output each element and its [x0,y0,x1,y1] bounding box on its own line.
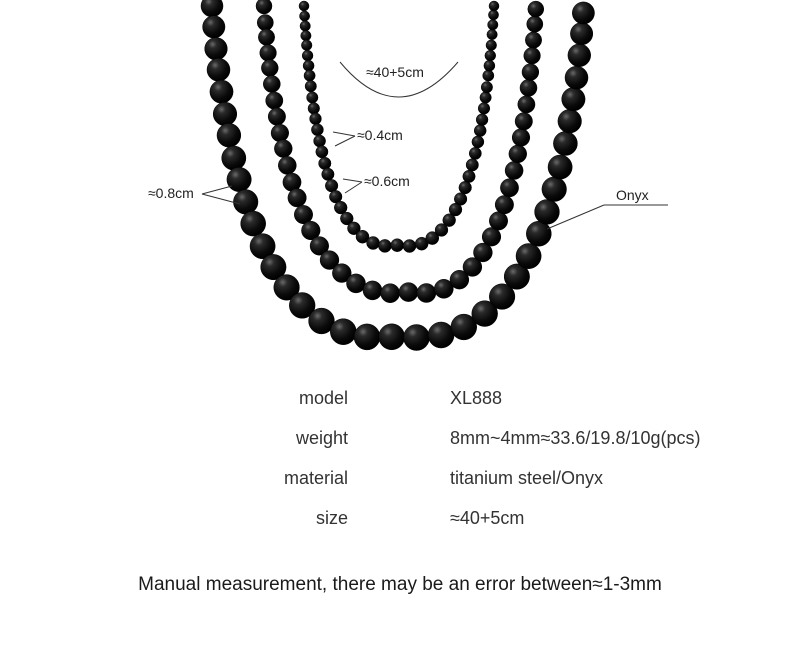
onyx-bead [403,240,416,253]
onyx-bead [203,16,225,38]
medium-bead-pointer [345,182,362,193]
onyx-bead [528,1,544,17]
onyx-bead [512,129,530,147]
onyx-bead [319,157,331,169]
onyx-bead [488,20,498,30]
onyx-bead [489,212,507,230]
onyx-bead [222,146,246,170]
onyx-bead [484,60,495,71]
necklace-strand-medium [256,0,544,303]
onyx-bead [572,2,594,24]
onyx-bead [268,108,285,125]
spec-value: 8mm~4mm≈33.6/19.8/10g(pcs) [450,428,701,448]
spec-label: model [298,388,348,408]
onyx-bead [553,132,577,156]
onyx-bead [217,123,241,147]
onyx-bead [428,322,454,348]
onyx-bead [417,284,436,303]
onyx-bead [488,10,498,20]
onyx-bead [522,64,539,81]
onyx-bead [299,1,309,11]
onyx-bead [261,60,278,77]
onyx-bead [325,179,338,192]
onyx-bead [304,70,315,81]
onyx-bead [391,239,404,252]
spec-row-material [0,464,800,504]
onyx-bead [469,147,481,159]
onyx-bead [257,15,273,31]
onyx-bead [310,113,322,125]
onyx-bead [256,0,272,14]
spec-row-model [0,384,800,424]
onyx-bead [354,324,380,350]
onyx-bead [201,0,223,17]
onyx-bead [233,190,258,215]
onyx-bead [207,58,230,81]
spec-value: ≈40+5cm [450,508,525,528]
onyx-bead [300,21,310,31]
onyx-bead [486,40,497,51]
onyx-bead [301,31,311,41]
small-bead-pointer [333,132,355,136]
onyx-bead [302,50,313,61]
onyx-bead [258,29,274,45]
onyx-bead [303,60,314,71]
onyx-bead [213,102,237,126]
onyx-bead [404,325,430,351]
onyx-bead [263,76,280,93]
onyx-bead [472,136,484,148]
onyx-bead [481,82,492,93]
spec-row-size [0,504,800,544]
onyx-bead [476,114,488,126]
onyx-bead [565,66,588,89]
onyx-bead [480,92,491,103]
onyx-bead [266,92,283,109]
onyx-bead [495,196,513,214]
onyx-bead [311,124,323,136]
onyx-bead [570,23,592,45]
onyx-bead [489,1,499,11]
onyx-bead [542,177,567,202]
onyx-bead [562,88,585,111]
spec-label: size [315,508,348,528]
onyx-bead [526,221,551,246]
onyx-bead [548,155,572,179]
onyx-bead [487,29,497,39]
spec-label: weight [295,428,348,448]
onyx-bead [505,162,523,180]
length-callout: ≈40+5cm [366,64,424,80]
onyx-bead [301,40,312,51]
onyx-bead [330,319,356,345]
onyx-bead [300,11,310,21]
onyx-bead [399,283,418,302]
onyx-bead [454,193,467,206]
onyx-bead [568,44,591,67]
onyx-bead [535,200,560,225]
onyx-bead [378,239,391,252]
onyx-bead [463,170,475,182]
spec-table [0,384,800,544]
onyx-bead [322,168,334,180]
onyx-bead [474,125,486,137]
onyx-bead [518,96,535,113]
measurement-disclaimer: Manual measurement, there may be an error between≈1-3mm [138,574,662,595]
onyx-bead [367,237,380,250]
spec-value: titanium steel/Onyx [450,468,604,488]
onyx-bead [314,135,326,147]
onyx-bead [288,189,306,207]
onyx-bead [308,103,320,115]
large-bead-pointer [202,186,232,194]
onyx-bead [210,80,233,103]
medium-bead-pointer [343,179,362,182]
onyx-bead [274,140,292,158]
small-bead-callout: ≈0.4cm [357,127,403,143]
onyx-bead [227,167,251,191]
onyx-bead [379,324,405,350]
onyx-bead [485,50,496,61]
onyx-bead [205,38,228,61]
spec-value: XL888 [450,388,503,408]
onyx-bead [558,109,582,133]
onyx-bead [515,113,532,130]
stone-callout: Onyx [616,187,649,203]
spec-row-weight [0,424,800,464]
onyx-bead [525,32,541,48]
onyx-bead [520,79,537,96]
small-bead-pointer [335,136,355,146]
onyx-bead [307,92,318,103]
onyx-bead [316,146,328,158]
onyx-bead [478,103,490,115]
onyx-bead [516,244,541,269]
onyx-bead [347,274,366,293]
onyx-bead [459,181,472,194]
onyx-bead [509,145,527,163]
onyx-bead [483,70,494,81]
onyx-bead [381,284,400,303]
spec-label: material [283,468,348,488]
onyx-bead [260,45,277,62]
onyx-bead [241,211,266,236]
onyx-bead [278,156,296,174]
onyx-bead [527,16,543,32]
onyx-bead [500,179,518,197]
medium-bead-callout: ≈0.6cm [364,173,410,189]
onyx-bead [363,281,382,300]
onyx-bead [466,159,478,171]
onyx-bead [524,47,541,64]
onyx-bead [271,124,289,142]
onyx-bead [305,81,316,92]
large-bead-callout: ≈0.8cm [148,185,194,201]
